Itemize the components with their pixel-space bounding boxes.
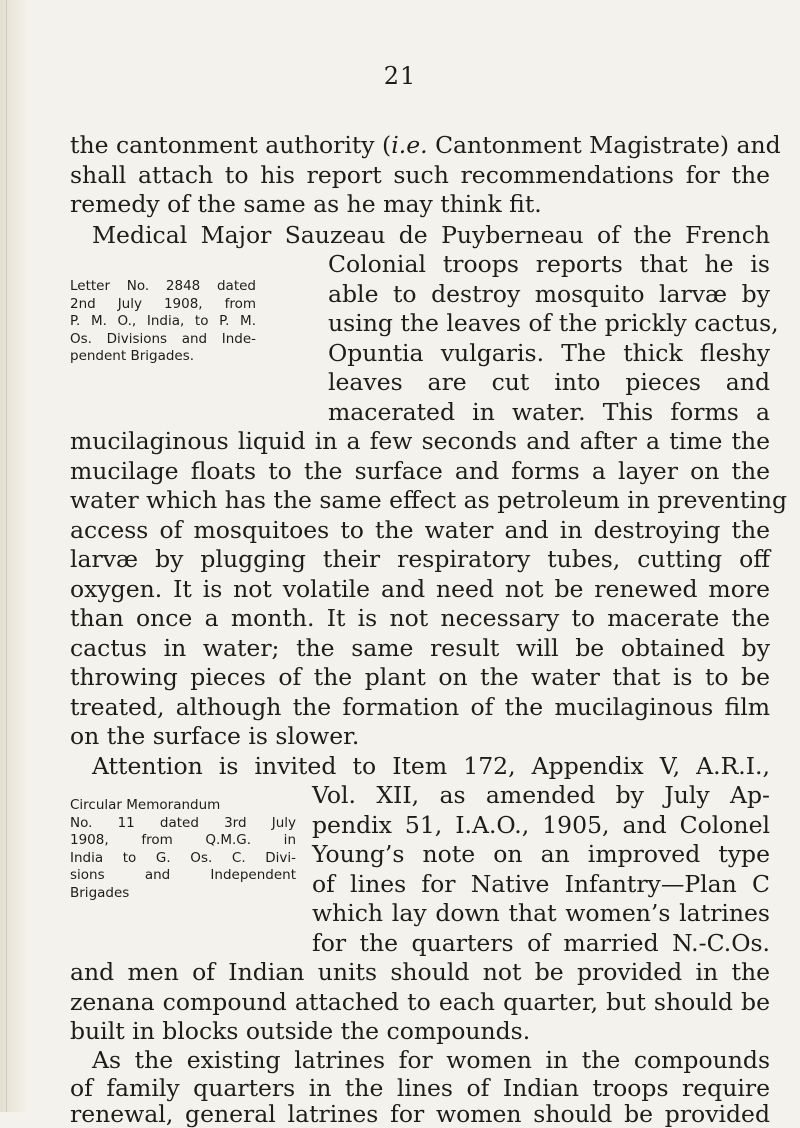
text-line: than once a month. It is not necessary to macerate the (70, 604, 770, 632)
text-line: on the surface is slower. (70, 722, 360, 750)
margin-note-line: 1908, from Q.M.G. in (70, 832, 296, 848)
paragraph-3-first-line (92, 752, 770, 782)
page-binding-line (6, 0, 7, 1112)
text-line: mucilage floats to the surface and forms a layer on the (70, 456, 770, 485)
paragraph-1 (70, 131, 781, 220)
paragraph-3-body (70, 958, 770, 1047)
text-line: Attention is invited to Item 172, Appendix V, A.R.I., (92, 752, 770, 780)
text-line: leaves are cut into pieces and (328, 368, 770, 396)
text-line: treated, although the formation of the mucilaginous film (70, 692, 770, 721)
margin-note-line: 2nd July 1908, from (70, 295, 256, 312)
text-line: Medical Major Sauzeau de Puyberneau of the French (92, 221, 770, 249)
margin-note-line: P. M. O., India, to P. M. (70, 313, 256, 329)
margin-note-2 (70, 797, 296, 902)
text-line: oxygen. It is not volatile and need not be renewed more (70, 574, 770, 603)
text-line: access of mosquitoes to the water and in destroying the (70, 515, 770, 544)
text-line: mucilaginous liquid in a few seconds and after a time the (70, 427, 770, 455)
margin-note-line: sions and Independent (70, 867, 296, 883)
italic-abbrev: i.e. (391, 131, 428, 159)
text-line: of lines for Native Infantry—Plan C (312, 869, 770, 898)
paragraph-3-side-text (312, 781, 770, 958)
text-line: Young’s note on an improved type (312, 840, 770, 868)
paragraph-4-first-line (92, 1046, 770, 1076)
paragraph-2-side-text (328, 250, 779, 427)
paragraph-4-body (70, 1075, 770, 1127)
text-line: renewal, general latrines for women should be provided (70, 1100, 770, 1128)
text-line: water which has the same effect as petroleum in preventing (70, 486, 788, 514)
margin-note-1 (70, 278, 256, 366)
text-line: the cantonment authority (i.e. Cantonment Magistrate) and (70, 131, 781, 159)
margin-note-line: No. 11 dated 3rd July (70, 814, 296, 831)
paragraph-2-body (70, 427, 788, 752)
text-line: pendix 51, I.A.O., 1905, and Colonel (312, 810, 770, 839)
text-line: zenana compound attached to each quarter, but should be (70, 987, 770, 1016)
text-line: Colonial troops reports that he is (328, 250, 770, 278)
text-line: cactus in water; the same result will be obtained by (70, 633, 770, 662)
margin-note-line: Brigades (70, 884, 130, 901)
margin-note-line: Letter No. 2848 dated (70, 278, 256, 294)
text-line: and men of Indian units should not be provided in the (70, 958, 770, 986)
paragraph-2-first-line (92, 221, 770, 251)
page-binding-edge (0, 0, 28, 1112)
margin-note-line: India to G. Os. C. Divi- (70, 849, 296, 866)
text-line: using the leaves of the prickly cactus, (328, 309, 779, 337)
text-line: Opuntia vulgaris. The thick fleshy (328, 338, 770, 367)
text-line: for the quarters of married N.-C.Os. (312, 928, 770, 957)
text-line: of family quarters in the lines of Indian troops require (70, 1074, 770, 1102)
text-line: remedy of the same as he may think fit. (70, 190, 542, 218)
margin-note-line: pendent Brigades. (70, 348, 195, 364)
text-line: As the existing latrines for women in the compounds (92, 1046, 770, 1074)
text-line: able to destroy mosquito larvæ by (328, 279, 770, 308)
text-line: built in blocks outside the compounds. (70, 1017, 531, 1045)
text-line: shall attach to his report such recommendations for the (70, 160, 770, 189)
text-line: macerated in water. This forms a (328, 397, 770, 426)
text-line: Vol. XII, as amended by July Ap- (312, 781, 770, 809)
margin-note-line: Circular Memorandum (70, 797, 221, 813)
text-line: which lay down that women’s latrines (312, 899, 770, 927)
page-number: 21 (383, 62, 417, 90)
text-line: larvæ by plugging their respiratory tubes, cutting off (70, 545, 770, 573)
text-line: throwing pieces of the plant on the water that is to be (70, 663, 770, 691)
margin-note-line: Os. Divisions and Inde- (70, 330, 256, 347)
